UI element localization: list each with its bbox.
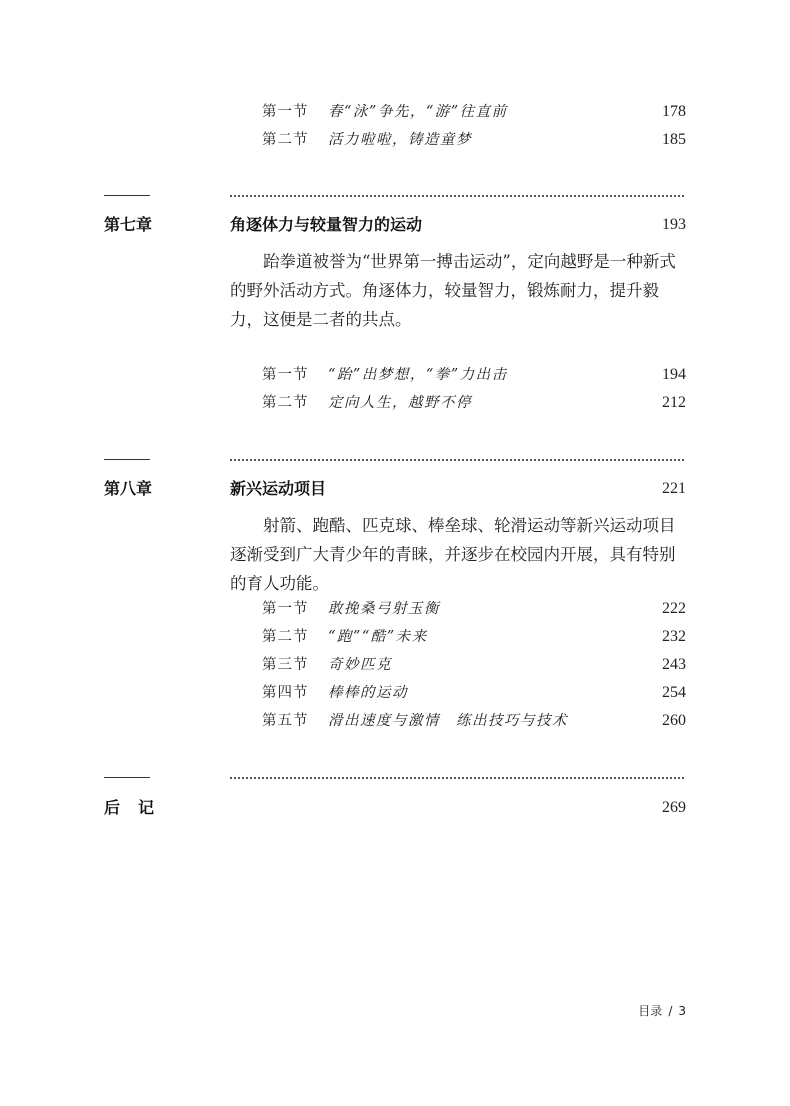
section-page-number: 185 [662,131,686,148]
section-page-number: 260 [662,712,686,729]
toc-section-row[interactable] [262,654,686,676]
section-number: 第四节 [262,685,309,701]
section-title: 棒棒的运动 [328,685,408,701]
section-page-number: 178 [662,103,686,120]
chapter-8-title[interactable]: 新兴运动项目 [230,479,327,498]
chapter-rule-short [104,195,150,196]
section-page-number: 243 [662,656,686,673]
section-title: 定向人生，越野不停 [328,395,472,411]
chapter-8-page-number: 221 [662,480,686,497]
toc-section-row[interactable] [262,710,686,732]
chapter-rule-dotted [230,459,684,461]
chapter-rule-dotted [230,195,684,197]
toc-section-row[interactable] [262,598,686,620]
section-number: 第五节 [262,713,309,729]
chapter-rule-short [104,459,150,460]
toc-section-row[interactable] [262,626,686,648]
section-number: 第二节 [262,629,309,645]
footer-page-number: 3 [678,1004,686,1018]
chapter-8-label: 第八章 [104,479,153,498]
section-title: “跑”“酷”未来 [328,629,428,645]
section-title: 奇妙匹克 [328,657,392,673]
footer-separator: / [668,1004,673,1018]
section-page-number: 194 [662,366,686,383]
page-footer [638,1003,686,1019]
toc-section-row[interactable] [262,129,686,151]
chapter-7-summary: 跆拳道被誉为“世界第一搏击运动”，定向越野是一种新式的野外活动方式。角逐体力，较量智力，锻炼耐力，提升毅力，这便是二者的共点。 [230,252,676,329]
section-title: 活力啦啦，铸造童梦 [328,132,472,148]
section-title: 敢挽桑弓射玉衡 [328,601,440,617]
section-page-number: 212 [662,394,686,411]
section-number: 第一节 [262,601,309,617]
toc-section-row[interactable] [262,364,686,386]
section-number: 第三节 [262,657,309,673]
footer-section-name: 目录 [638,1004,663,1018]
section-number: 第一节 [262,367,309,383]
section-title: 滑出速度与激情 练出技巧与技术 [328,713,568,729]
section-number: 第一节 [262,104,309,120]
chapter-8-summary: 射箭、跑酷、匹克球、棒垒球、轮滑运动等新兴运动项目逐渐受到广大青少年的青睐，并逐步在校园内开展，具有特别的育人功能。 [230,516,676,593]
section-page-number: 222 [662,600,686,617]
toc-section-row[interactable] [262,392,686,414]
section-number: 第二节 [262,132,309,148]
toc-section-row[interactable] [262,682,686,704]
section-page-number: 232 [662,628,686,645]
section-page-number: 254 [662,684,686,701]
afterword-label[interactable]: 后记 [104,798,173,817]
section-title: “跆”出梦想，“拳”力出击 [328,367,508,383]
section-number: 第二节 [262,395,309,411]
afterword-page-number: 269 [662,799,686,816]
chapter-7-title[interactable]: 角逐体力与较量智力的运动 [230,215,423,234]
section-title: 春“泳”争先，“游”往直前 [328,104,508,120]
toc-section-row[interactable] [262,101,686,123]
chapter-7-page-number: 193 [662,216,686,233]
chapter-7-label: 第七章 [104,215,153,234]
chapter-rule-short [104,777,150,778]
chapter-rule-dotted [230,777,684,779]
